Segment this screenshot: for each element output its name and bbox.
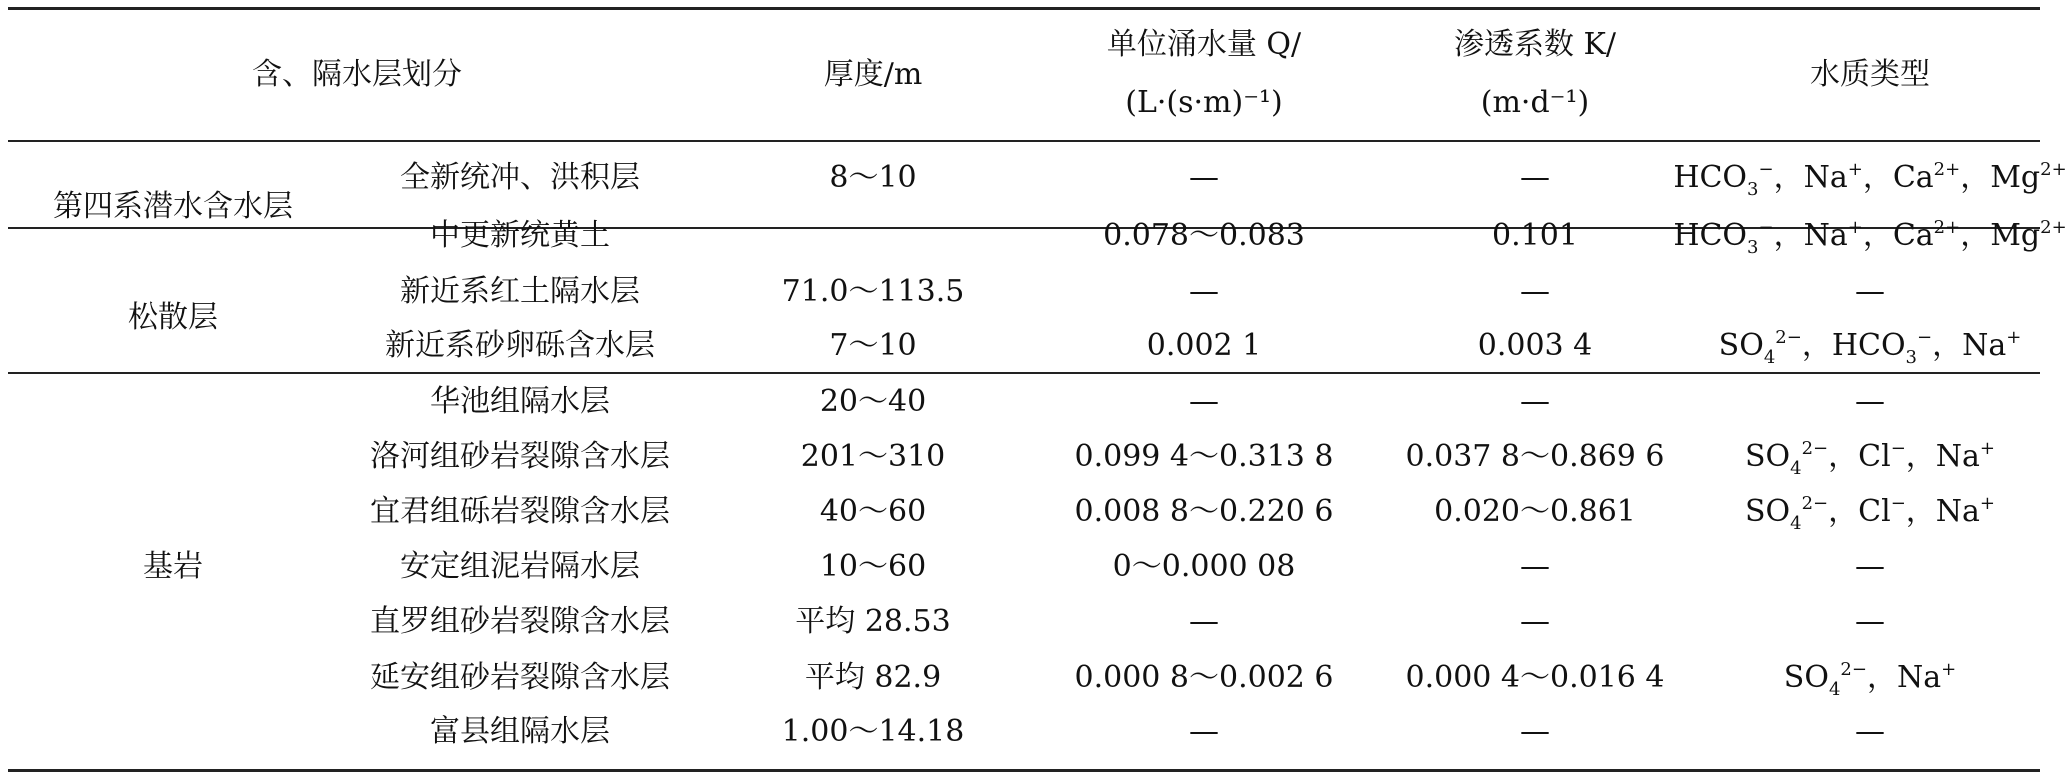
thickness-cell: 1.00～14.18: [781, 714, 965, 749]
water-type-cell: —: [1855, 384, 1885, 419]
q-cell: 0.002 1: [1146, 328, 1262, 363]
water-type-cell: $SO_4^{2-}$，$HCO_3^-$，Na+: [1718, 327, 2022, 368]
ion-formula: $Ca^{2+}$: [1892, 217, 1961, 253]
ion-formula: $SO_4^{2-}$: [1783, 659, 1867, 700]
k-cell: —: [1520, 384, 1550, 419]
water-type-cell: $SO_4^{2-}$，Cl−，Na+: [1744, 438, 1996, 479]
bottom-rule: [8, 769, 2040, 772]
ion-formula: $Ca^{2+}$: [1892, 159, 1961, 195]
header-rule: [8, 140, 2040, 142]
ion-formula: $Mg^{2+}$: [1990, 159, 2067, 195]
ion-formula: $HCO_3^-$: [1831, 327, 1933, 368]
k-cell: 0.037 8～0.869 6: [1405, 439, 1665, 474]
group-quaternary: 第四系潜水含水层: [53, 189, 293, 224]
layer-cell: 直罗组砂岩裂隙含水层: [370, 604, 670, 639]
k-cell: 0.020～0.861: [1434, 494, 1636, 529]
water-type-cell: —: [1855, 274, 1885, 309]
top-rule: [8, 7, 2040, 10]
layer-cell: 华池组隔水层: [430, 384, 610, 419]
ion-formula: Na+: [1962, 327, 2022, 363]
layer-cell: 新近系红土隔水层: [400, 274, 640, 309]
thickness-cell: 10～60: [819, 549, 927, 584]
q-cell: —: [1189, 714, 1219, 749]
ion-formula: Na+: [1935, 438, 1996, 474]
header-k-line2: (m·d⁻¹): [1480, 85, 1590, 120]
water-type-cell: —: [1855, 604, 1885, 639]
thickness-cell: 71.0～113.5: [781, 274, 965, 309]
q-cell: 0.008 8～0.220 6: [1074, 494, 1334, 529]
thickness-cell: 平均 28.53: [795, 604, 951, 639]
k-cell: 0.101: [1492, 218, 1578, 253]
q-cell: —: [1189, 274, 1219, 309]
group-bedrock: 基岩: [143, 549, 203, 584]
k-cell: —: [1520, 714, 1550, 749]
ion-formula: $SO_4^{2-}$: [1744, 438, 1829, 479]
layer-cell: 新近系砂卵砾含水层: [385, 328, 655, 363]
k-cell: —: [1520, 604, 1550, 639]
header-water-type: 水质类型: [1810, 57, 1930, 92]
layer-cell: 延安组砂岩裂隙含水层: [370, 660, 670, 695]
water-type-cell: $HCO_3^-$，Na+，$Ca^{2+}$，$Mg^{2+}$: [1673, 217, 2067, 258]
thickness-cell: 7～10: [829, 328, 917, 363]
layer-cell: 全新统冲、洪积层: [400, 160, 640, 195]
ion-formula: $Mg^{2+}$: [1990, 217, 2067, 253]
group-loose: 松散层: [128, 300, 218, 335]
q-cell: 0～0.000 08: [1112, 549, 1296, 584]
header-q-line2: (L·(s·m)⁻¹): [1125, 85, 1283, 120]
thickness-cell: 20～40: [819, 384, 927, 419]
k-cell: 0.003 4: [1477, 328, 1593, 363]
ion-formula: $SO_4^{2-}$: [1718, 327, 1802, 368]
header-q-line1: 单位涌水量 Q/: [1106, 27, 1302, 62]
thickness-cell: 201～310: [800, 439, 946, 474]
layer-cell: 中更新统黄土: [430, 218, 610, 253]
q-cell: 0.000 8～0.002 6: [1074, 660, 1334, 695]
ion-formula: Cl−: [1858, 493, 1906, 529]
thickness-cell: 8～10: [829, 160, 917, 195]
water-type-cell: —: [1855, 714, 1885, 749]
header-k-line1: 渗透系数 K/: [1453, 27, 1617, 62]
ion-formula: $HCO_3^-$: [1673, 159, 1774, 200]
group-rule-2: [8, 372, 2040, 374]
water-type-cell: $HCO_3^-$，Na+，$Ca^{2+}$，$Mg^{2+}$: [1673, 159, 2067, 200]
water-type-cell: $SO_4^{2-}$，Cl−，Na+: [1744, 493, 1996, 534]
q-cell: —: [1189, 160, 1219, 195]
layer-cell: 富县组隔水层: [430, 714, 610, 749]
q-cell: 0.099 4～0.313 8: [1074, 439, 1334, 474]
header-thickness: 厚度/m: [823, 57, 923, 92]
thickness-cell: 40～60: [819, 494, 927, 529]
k-cell: —: [1520, 160, 1550, 195]
ion-formula: Na+: [1803, 159, 1863, 195]
k-cell: —: [1520, 274, 1550, 309]
q-cell: —: [1189, 384, 1219, 419]
layer-cell: 安定组泥岩隔水层: [400, 549, 640, 584]
q-cell: 0.078～0.083: [1103, 218, 1305, 253]
ion-formula: Na+: [1935, 493, 1996, 529]
ion-formula: $SO_4^{2-}$: [1744, 493, 1829, 534]
k-cell: —: [1520, 549, 1550, 584]
water-type-cell: —: [1855, 549, 1885, 584]
layer-cell: 洛河组砂岩裂隙含水层: [370, 439, 670, 474]
ion-formula: Na+: [1896, 659, 1957, 695]
water-type-cell: $SO_4^{2-}$，Na+: [1783, 659, 1957, 700]
layer-cell: 宜君组砾岩裂隙含水层: [370, 494, 670, 529]
ion-formula: $HCO_3^-$: [1673, 217, 1774, 258]
q-cell: —: [1189, 604, 1219, 639]
k-cell: 0.000 4～0.016 4: [1405, 660, 1665, 695]
thickness-cell: 平均 82.9: [804, 660, 942, 695]
ion-formula: Na+: [1803, 217, 1863, 253]
header-division: 含、隔水层划分: [252, 57, 462, 92]
ion-formula: Cl−: [1858, 438, 1906, 474]
